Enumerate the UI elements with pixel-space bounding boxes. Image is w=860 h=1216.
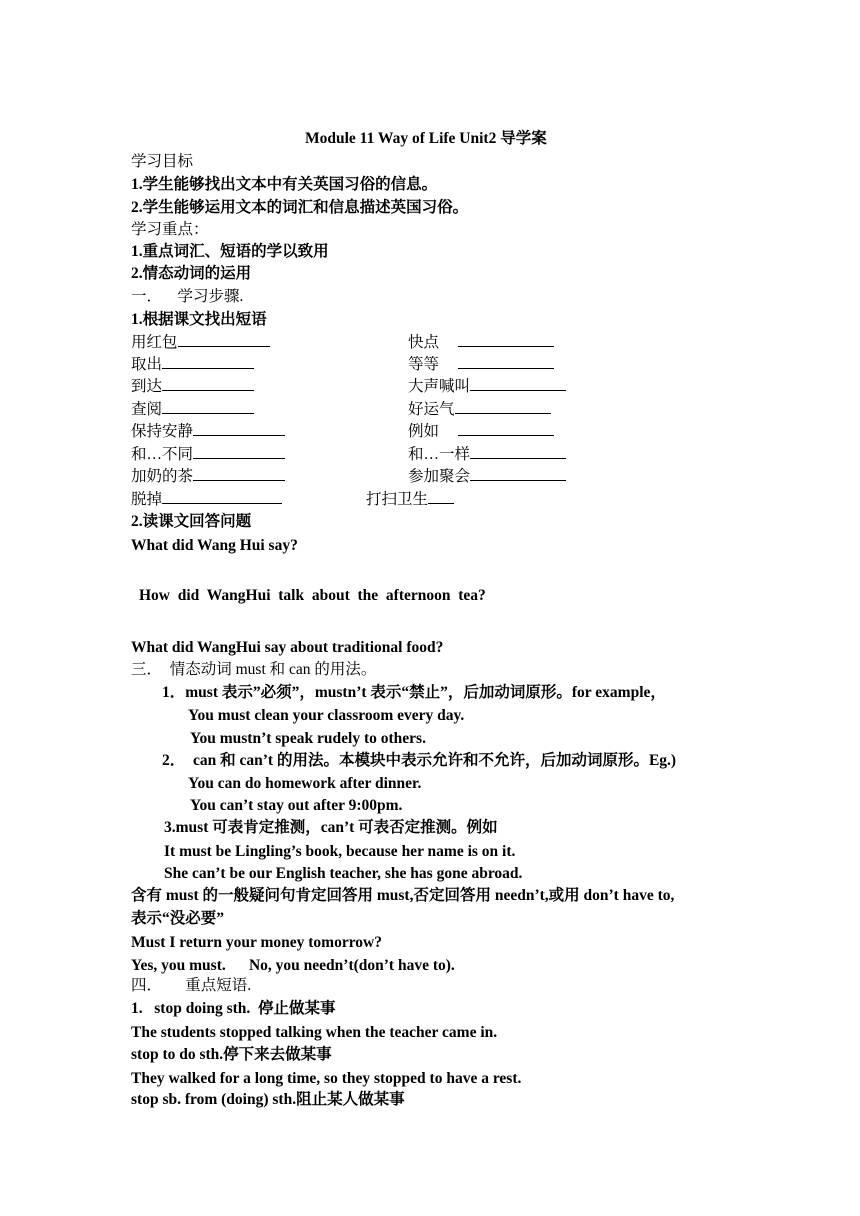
phrase-line: The students stopped talking when the teacher came in. — [131, 1024, 498, 1041]
phrase-right: 打扫卫生 — [366, 489, 454, 510]
phrase-line: 1. stop doing sth. 停止做某事 — [131, 1000, 336, 1017]
example-answer: Yes, you must. No, you needn’t(don’t have to). — [131, 957, 455, 974]
phrase-left: 和…不同 — [131, 444, 285, 465]
example-sentence: You must clean your classroom every day. — [188, 707, 465, 724]
example-sentence: She can’t be our English teacher, she has gone abroad. — [164, 865, 523, 882]
document-title: Module 11 Way of Life Unit2 导学案 — [305, 130, 547, 147]
phrase-left: 保持安静 — [131, 421, 285, 442]
phrase-line: stop sb. from (doing) sth.阻止某人做某事 — [131, 1091, 405, 1108]
objectives-heading: 学习目标 — [131, 153, 194, 170]
phrase-left: 加奶的茶 — [131, 466, 285, 487]
objective-item: 1.学生能够找出文本中有关英国习俗的信息。 — [131, 176, 438, 193]
key-point-item: 2.情态动词的运用 — [131, 265, 252, 282]
example-sentence: You can do homework after dinner. — [188, 775, 422, 792]
phrase-left: 取出 — [131, 354, 254, 375]
grammar-note: 含有 must 的一般疑问句肯定回答用 must,否定回答用 needn’t,或用 don’t have to, — [131, 887, 675, 904]
grammar-point: 1．must 表示”必须”，mustn’t 表示“禁止”，后加动词原形。for example， — [162, 684, 666, 701]
key-points-heading: 学习重点： — [131, 221, 209, 238]
phrase-left: 查阅 — [131, 399, 254, 420]
phrase-left: 用红包 — [131, 332, 270, 353]
task1-heading: 1.根据课文找出短语 — [131, 311, 267, 328]
grammar-point: 3.must 可表肯定推测，can’t 可表否定推测。例如 — [164, 819, 498, 836]
question: How did WangHui talk about the afternoon tea? — [139, 587, 486, 604]
key-point-item: 1.重点词汇、短语的学以致用 — [131, 243, 329, 260]
phrase-right: 好运气 — [408, 399, 551, 420]
phrase-right: 和…一样 — [408, 444, 566, 465]
example-sentence: You can’t stay out after 9:00pm. — [190, 797, 403, 814]
question: What did WangHui say about traditional food? — [131, 639, 444, 656]
task2-heading: 2.读课文回答问题 — [131, 513, 252, 530]
section4-heading: 四． 重点短语. — [131, 977, 252, 994]
example-sentence: It must be Lingling’s book, because her name is on it. — [164, 843, 516, 860]
phrase-right: 大声喊叫 — [408, 376, 566, 397]
phrase-right: 参加聚会 — [408, 466, 566, 487]
objective-item: 2.学生能够运用文本的词汇和信息描述英国习俗。 — [131, 199, 469, 216]
phrase-left: 脱掉 — [131, 489, 282, 510]
example-question: Must I return your money tomorrow? — [131, 934, 382, 951]
phrase-right: 快点 — [408, 332, 554, 353]
grammar-note: 表示“没必要” — [131, 910, 225, 927]
section1-heading: 一． 学习步骤. — [131, 288, 244, 305]
grammar-point: 2． can 和 can’t 的用法。本模块中表示允许和不允许，后加动词原形。Eg.) — [162, 752, 677, 769]
phrase-line: They walked for a long time, so they stopped to have a rest. — [131, 1070, 522, 1087]
phrase-left: 到达 — [131, 376, 254, 397]
phrase-line: stop to do sth.停下来去做某事 — [131, 1046, 332, 1063]
example-sentence: You mustn’t speak rudely to others. — [190, 730, 426, 747]
phrase-right: 例如 — [408, 421, 554, 442]
section3-heading: 三． 情态动词 must 和 can 的用法。 — [131, 661, 377, 678]
phrase-right: 等等 — [408, 354, 554, 375]
question: What did Wang Hui say? — [131, 537, 298, 554]
